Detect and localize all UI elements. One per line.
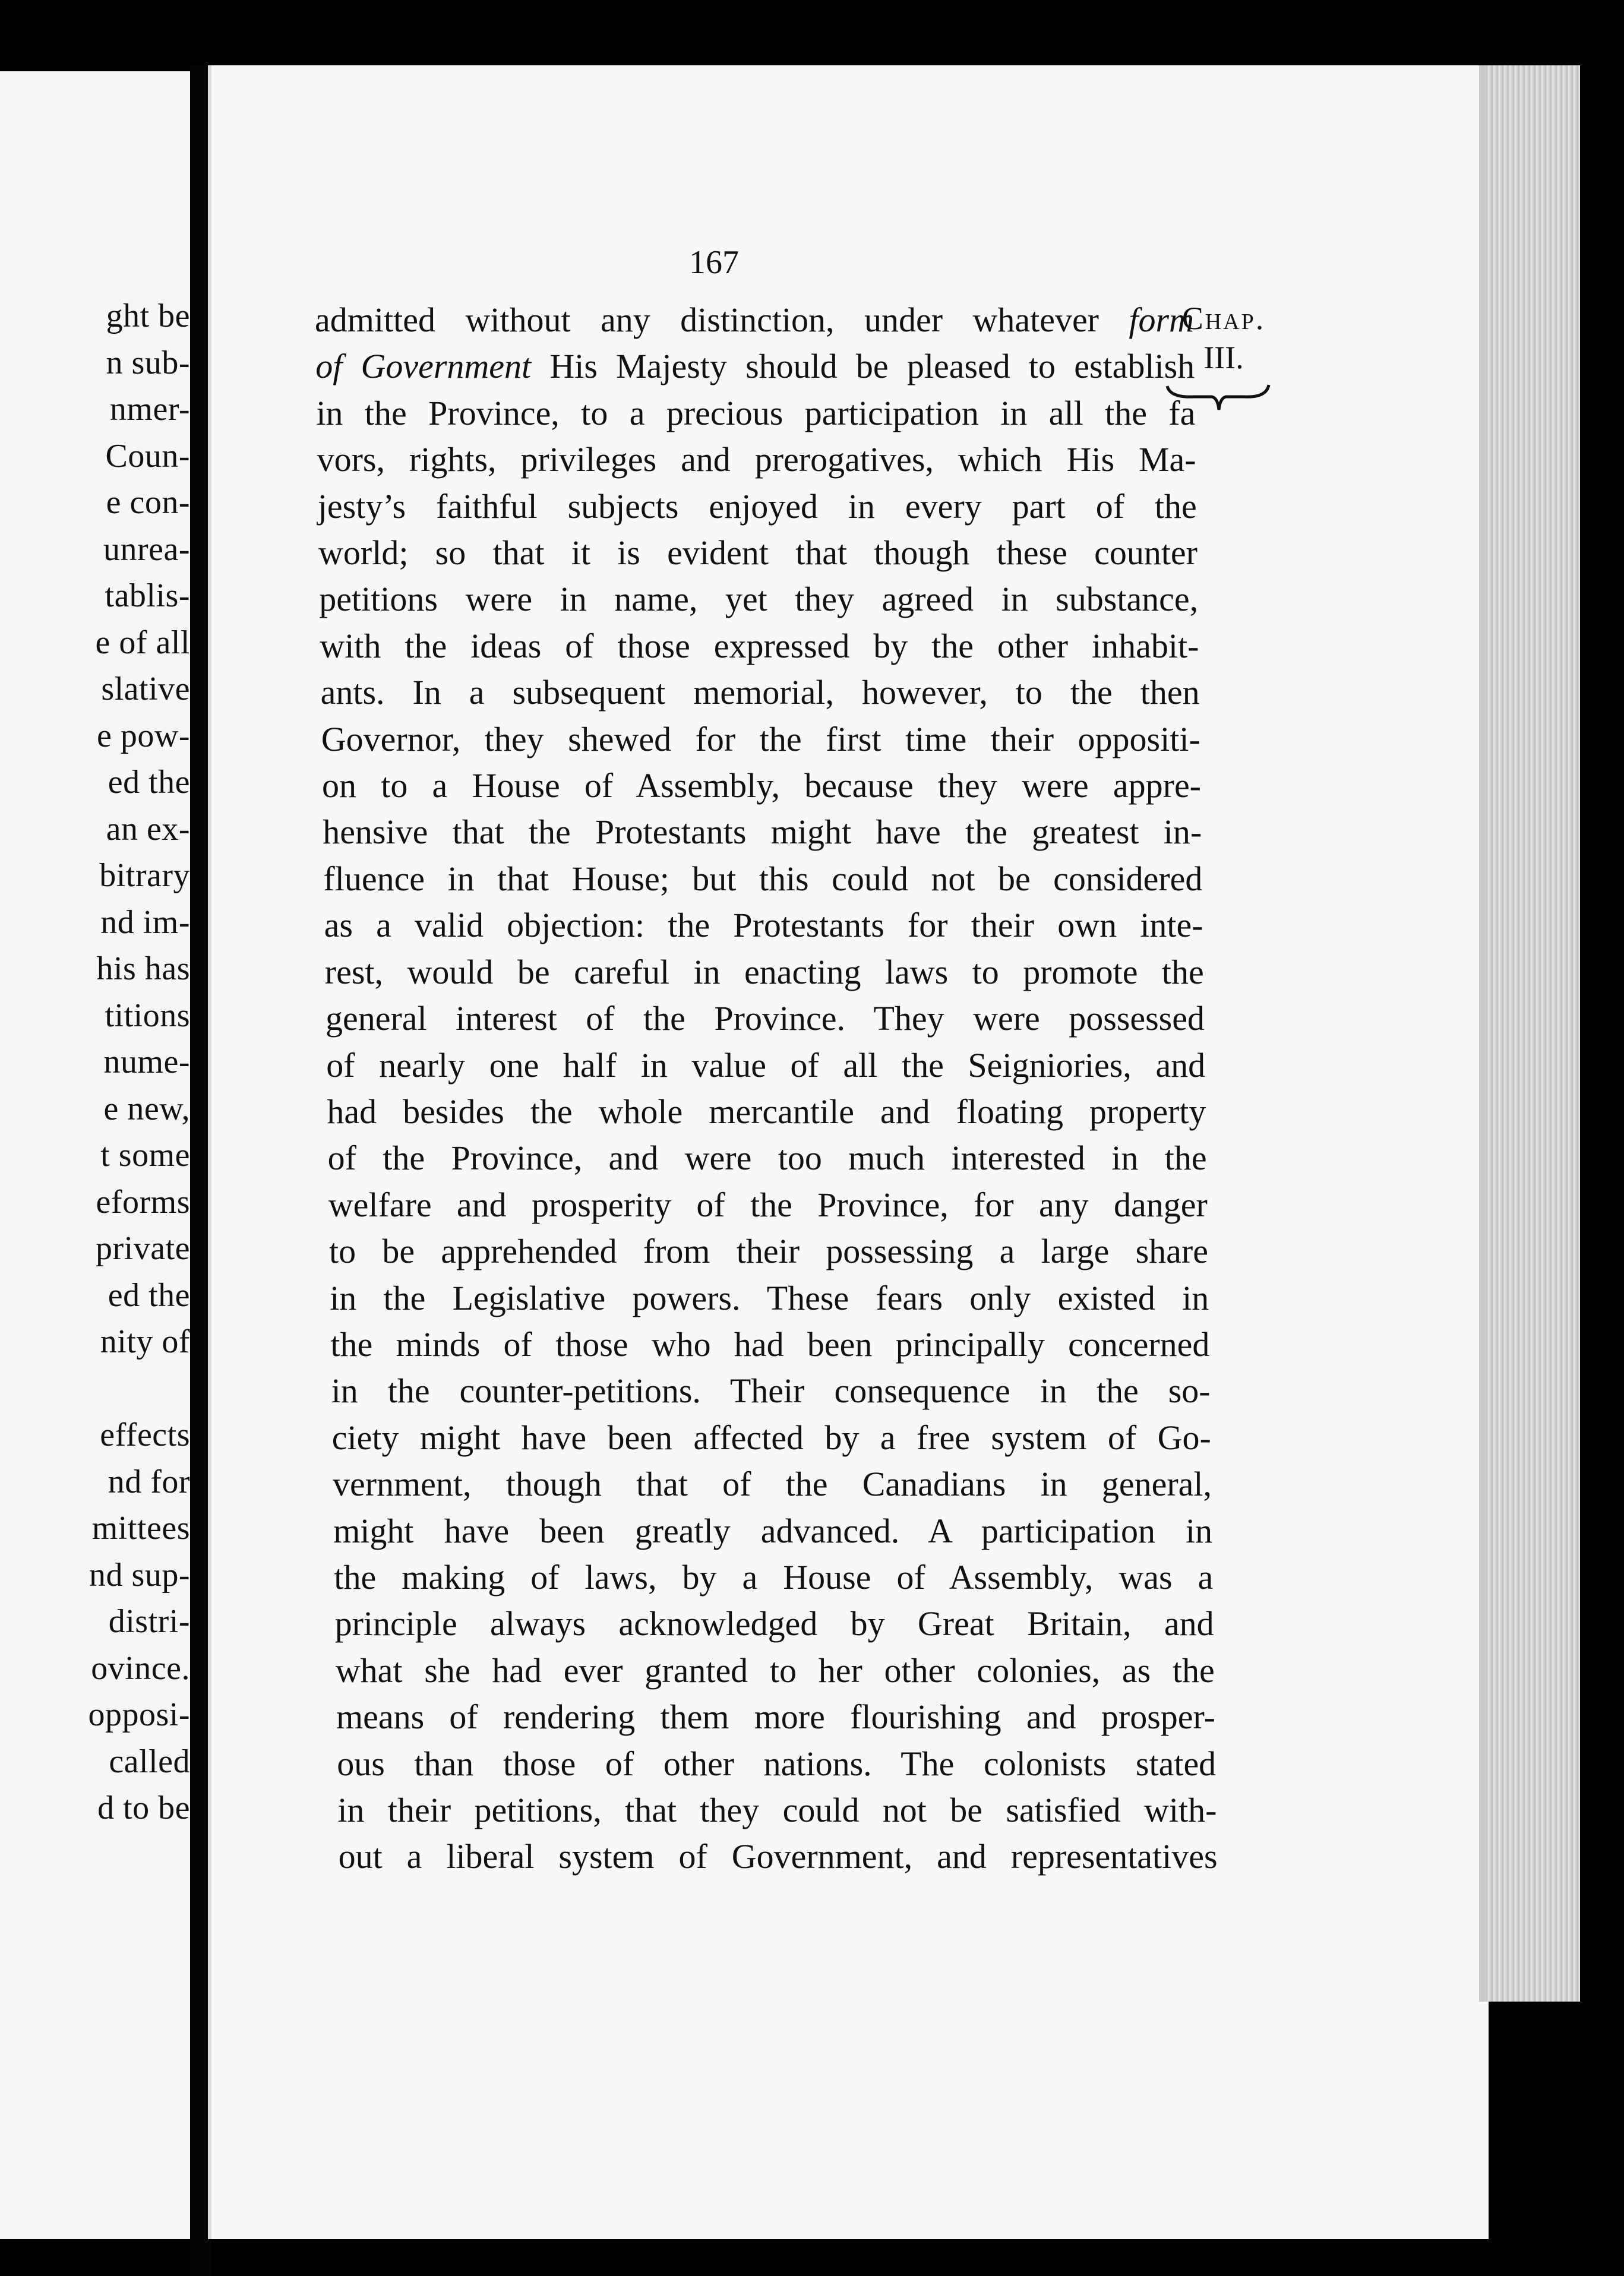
text-line: hensive that the Protestants might have the greatest in- — [323, 813, 1202, 852]
text-line: general interest of the Province. They were possessed — [326, 999, 1205, 1038]
text-line: in the Legislative powers. These fears only existed in — [330, 1278, 1209, 1317]
left-page-line: nity of — [100, 1323, 190, 1360]
text-line: of the Province, and were too much interested in the — [327, 1139, 1207, 1178]
left-page-line: ovince. — [91, 1649, 190, 1687]
text-line: jesty’s faithful subjects enjoyed in every part of the — [317, 486, 1197, 526]
left-page-line: ed the — [108, 764, 190, 801]
left-page-line: ed the — [108, 1276, 190, 1314]
left-page-line: nmer- — [109, 391, 190, 428]
left-page-line: nd im- — [100, 903, 190, 941]
text-line: in the Province, to a precious participation in all the fa — [316, 393, 1196, 432]
text-line: admitted without any distinction, under whatever form — [315, 301, 1194, 339]
left-page-fragment — [0, 71, 190, 2239]
text-line: welfare and prosperity of the Province, for any danger — [328, 1185, 1208, 1224]
text-line: in the counter-petitions. Their consequence in the so- — [331, 1371, 1211, 1411]
left-page-line: e pow- — [97, 717, 190, 754]
left-page-line: e of all — [95, 624, 190, 661]
text-line: world; so that it is evident that though these counter — [318, 533, 1198, 573]
left-page-line: mittees — [91, 1510, 190, 1547]
text-line: had besides the whole mercantile and floating property — [327, 1092, 1206, 1131]
left-page-line: nd for — [108, 1463, 190, 1500]
text-line: might have been greatly advanced. A participation in — [333, 1511, 1213, 1550]
left-page-line: d to be — [97, 1790, 190, 1826]
page-number: 167 — [689, 244, 739, 281]
left-page-line: unrea- — [103, 530, 190, 568]
text-line: rest, would be careful in enacting laws to promote the — [324, 952, 1204, 991]
text-line: ciety might have been affected by a free system of Go- — [331, 1418, 1211, 1457]
text-line: vernment, though that of the Canadians in general, — [333, 1465, 1212, 1504]
left-page-line: his has — [96, 950, 190, 987]
left-page-line: ght be — [106, 298, 190, 334]
left-page-line: Coun- — [105, 437, 190, 475]
chapter-number: III. — [1203, 340, 1244, 375]
text-line: what she had ever granted to her other colonies, as the — [335, 1651, 1215, 1690]
left-page-line: tablis- — [105, 577, 190, 614]
left-page-line: opposi- — [88, 1696, 190, 1733]
text-line: vors, rights, privileges and prerogatives, which His Ma- — [317, 440, 1196, 479]
text-line: means of rendering them more flourishing and prosper- — [336, 1697, 1215, 1737]
left-page-line: eforms — [96, 1183, 190, 1221]
left-page-line: n sub- — [106, 344, 190, 381]
left-page-line: titions — [105, 997, 190, 1034]
text-line: ous than those of other nations. The colonists stated — [337, 1744, 1217, 1783]
left-page-line: bitrary — [99, 857, 190, 894]
text-line: on to a House of Assembly, because they were appre- — [322, 766, 1201, 805]
text-line: the minds of those who had been principally concerned — [330, 1324, 1210, 1364]
text-line: in their petitions, that they could not be satisfied with- — [337, 1791, 1217, 1829]
left-page-line: e con- — [106, 484, 190, 521]
text-line: with the ideas of those expressed by the other inhabit- — [320, 626, 1199, 665]
left-page-line: nume- — [103, 1044, 190, 1080]
text-line: to be apprehended from their possessing a large share — [329, 1232, 1208, 1271]
left-page-line: nd sup- — [89, 1556, 190, 1594]
text-line: petitions were in name, yet they agreed in substance, — [319, 580, 1199, 619]
text-line: Governor, they shewed for the first time their oppositi- — [321, 719, 1200, 758]
text-line: fluence in that House; but this could not be considered — [323, 859, 1203, 898]
left-page-line: called — [109, 1743, 190, 1780]
left-page-line: effects — [100, 1417, 190, 1453]
text-line: ants. In a subsequent memorial, however, to the then — [320, 673, 1200, 712]
text-line: the making of laws, by a House of Assembly, was a — [334, 1557, 1214, 1597]
chapter-label: Chap. — [1181, 301, 1266, 336]
text-line: of nearly one half in value of all the Seigniories, and — [326, 1045, 1206, 1085]
left-page-line: an ex- — [106, 810, 190, 848]
text-line: as a valid objection: the Protestants for their own inte- — [324, 906, 1203, 945]
text-line: of Government His Majesty should be pleased to establish — [315, 347, 1195, 386]
text-line: principle always acknowledged by Great Britain, and — [334, 1604, 1214, 1643]
text-line: out a liberal system of Government, and representatives — [338, 1837, 1218, 1876]
left-page-line: private — [96, 1230, 190, 1267]
left-page-line: e new, — [103, 1090, 190, 1127]
left-page-line: distri- — [108, 1603, 190, 1640]
left-page-line: t some — [100, 1137, 190, 1174]
body-text — [315, 297, 1218, 1880]
left-page-line: slative — [101, 671, 190, 707]
page-block-edge — [1485, 65, 1580, 2002]
